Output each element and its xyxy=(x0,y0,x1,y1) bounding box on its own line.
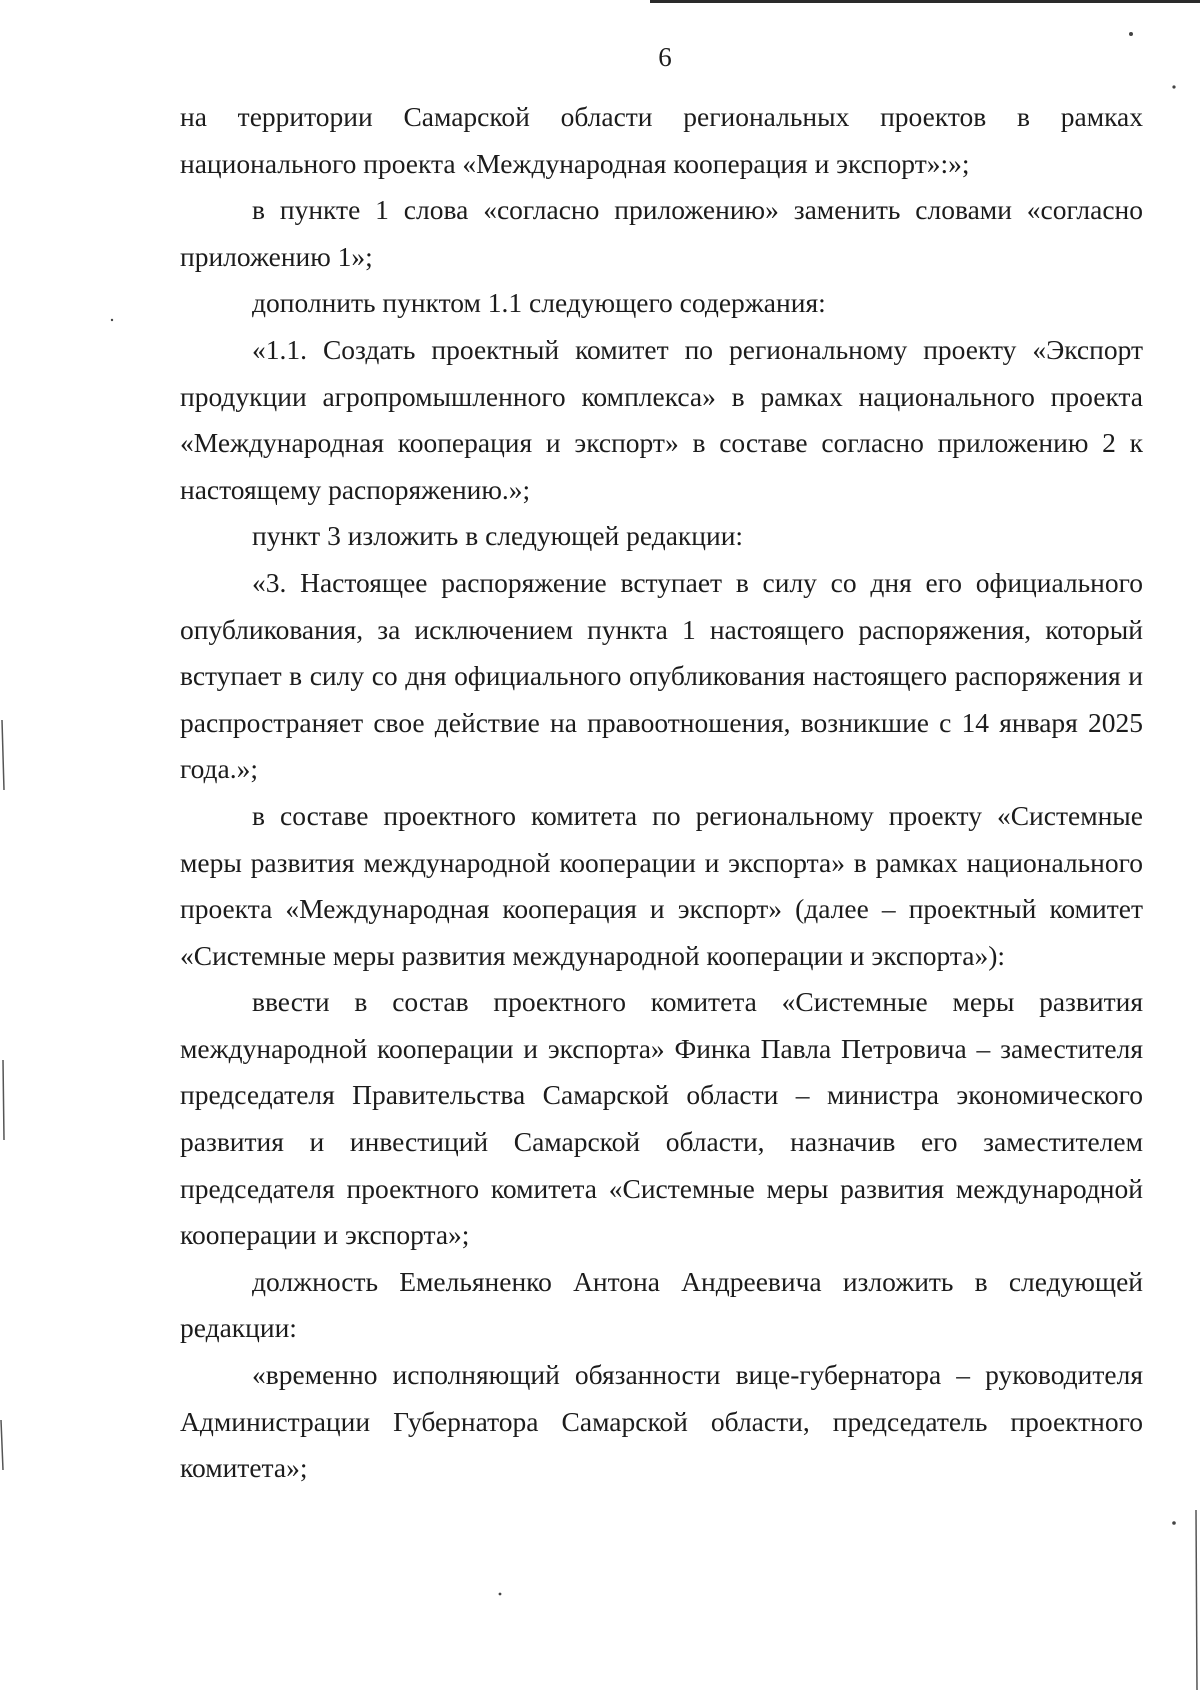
page-number: 6 xyxy=(658,42,672,72)
paragraph: «временно исполняющий обязанности вице-губернатора – руководителя Администрации Губернатора Самарской области, председатель проектного комитета»; xyxy=(180,1359,1143,1484)
paragraph: в составе проектного комитета по региональному проекту «Системные меры развития международной кооперации и экспорта» в рамках национального проекта «Международная кооперация и экспорт» (далее – проектный комитет «Системные меры развития международной кооперации и экспорта»): xyxy=(180,799,1143,971)
paragraph: «1.1. Создать проектный комитет по региональному проекту «Экспорт продукции агропромышленного комплекса» в рамках национального проекта «Международная кооперация и экспорт» в составе согласно приложению 2 к настоящему распоряжению.»; xyxy=(180,333,1143,505)
paragraph: должность Емельяненко Антона Андреевича изложить в следующей редакции: xyxy=(180,1265,1143,1344)
paragraph: ввести в состав проектного комитета «Системные меры развития международной кооперации и экспорта» Финка Павла Петровича – заместителя председателя Правительства Самарской области – министра экономического развития и инвестиций Самарской области, назначив его заместителем председателя проектного комитета «Системные меры развития международной кооперации и экспорта»; xyxy=(180,986,1143,1251)
paragraph: «3. Настоящее распоряжение вступает в силу со дня его официального опубликования, за исключением пункта 1 настоящего распоряжения, который вступает в силу со дня официального опубликования настоящего распоряжения и распространяет свое действие на правоотношения, возникшие с 14 января 2025 года.»; xyxy=(180,566,1143,785)
paragraph: на территории Самарской области региональных проектов в рамках национального проекта «Международная кооперация и экспорт»:»; xyxy=(180,101,1143,179)
paragraph: дополнить пунктом 1.1 следующего содержания: xyxy=(252,287,826,319)
scan-border-line xyxy=(650,0,1200,3)
paragraph: пункт 3 изложить в следующей редакции: xyxy=(252,520,744,552)
document-body xyxy=(180,94,1143,1492)
paragraph: в пункте 1 слова «согласно приложению» заменить словами «согласно приложению 1»; xyxy=(180,194,1143,272)
